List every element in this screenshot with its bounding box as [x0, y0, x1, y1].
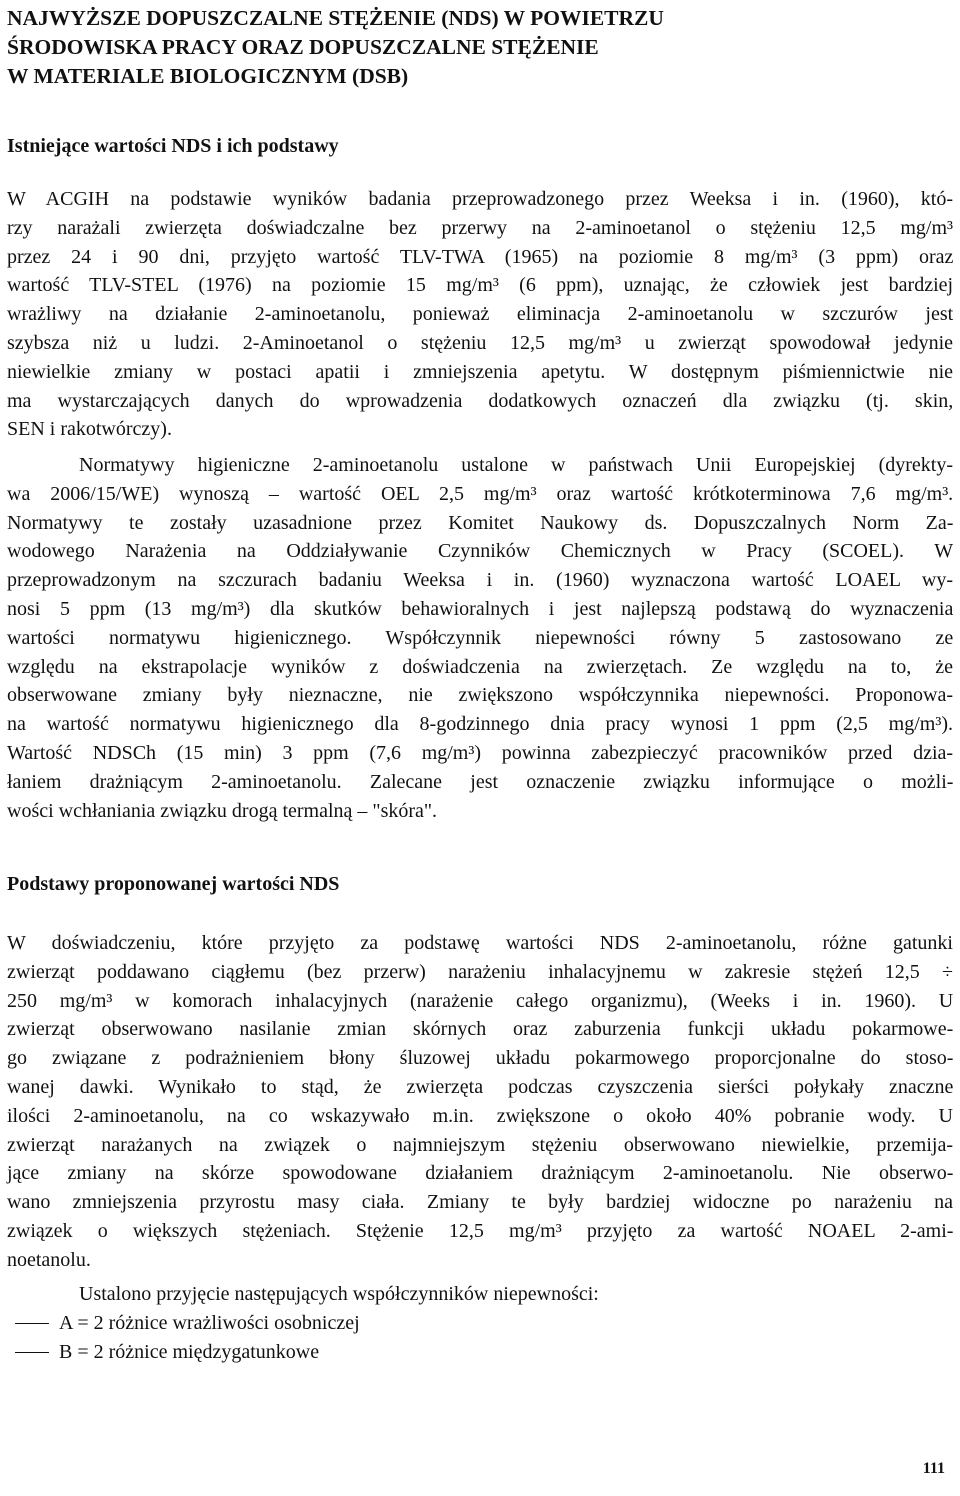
dash-bullet-icon — [15, 1323, 49, 1324]
text-line: Normatywy higieniczne 2-aminoetanolu ustalone w państwach Unii Europejskiej (dyrekty- — [79, 454, 953, 476]
dash-bullet-icon — [15, 1352, 49, 1353]
page-number: 111 — [922, 1460, 945, 1477]
text-line: wodowego Narażenia na Oddziaływanie Czynników Chemicznych w Pracy (SCOEL). W — [7, 540, 954, 563]
section-heading-existing-values: Istniejące wartości NDS i ich podstawy — [7, 135, 339, 157]
text-line: wrażliwy na działanie 2-aminoetanolu, ponieważ eliminacja 2-aminoetanolu w szczurów jest — [7, 303, 954, 326]
text-line: szybsza niż u ludzi. 2-Aminoetanol o stężeniu 12,5 mg/m³ u zwierząt spowodował jedynie — [7, 331, 953, 354]
factor-text: B = 2 różnice międzygatunkowe — [59, 1341, 320, 1363]
text-line: wości wchłaniania związku drogą termalną – "skóra". — [7, 799, 438, 822]
text-line: względu na ekstrapolacje wyników z doświadczenia na zwierzętach. Ze względu na to, że — [7, 655, 953, 678]
text-line: na wartość normatywu higienicznego dla 8-godzinnego dnia pracy wynosi 1 ppm (2,5 mg/m³). — [7, 713, 953, 736]
text-line: niewielkie zmiany w postaci apatii i zmniejszenia apetytu. W dostępnym piśmiennictwie nie — [7, 360, 954, 383]
text-line: go związane z podrażnieniem błony śluzowej układu pokarmowego proporcjonalne do stoso- — [7, 1047, 954, 1070]
section-heading-basis: Podstawy proponowanej wartości NDS — [7, 873, 340, 895]
uncertainty-factors — [7, 1280, 953, 1367]
text-line: W doświadczeniu, które przyjęto za podstawę wartości NDS 2-aminoetanolu, różne gatunki — [7, 932, 953, 954]
factor-item — [7, 1309, 953, 1338]
text-line: wa 2006/15/WE) wynoszą – wartość OEL 2,5 mg/m³ oraz wartość krótkoterminowa 7,6 mg/m³. — [7, 482, 954, 505]
title-line: W MATERIALE BIOLOGICZNYM (DSB) — [7, 64, 409, 88]
text-line: Wartość NDSCh (15 min) 3 ppm (7,6 mg/m³) powinna zabezpieczyć pracowników przed dzia- — [7, 741, 954, 764]
text-line: noetanolu. — [7, 1248, 91, 1271]
text-line: W ACGIH na podstawie wyników badania przeprowadzonego przez Weeksa i in. (1960), któ- — [7, 188, 953, 210]
paragraph-experiment — [7, 929, 953, 1275]
title-line: ŚRODOWISKA PRACY ORAZ DOPUSZCZALNE STĘŻENIE — [7, 35, 599, 59]
text-line: nosi 5 ppm (13 mg/m³) dla skutków behawioralnych i jest najlepszą podstawą do wyznaczenia — [7, 597, 954, 620]
text-line: jące zmiany na skórze spowodowane działaniem drażniącym 2-aminoetanolu. Nie obserwo- — [7, 1162, 954, 1185]
text-line: zwierząt poddawano ciągłemu (bez przerw) narażeniu inhalacyjnemu w zakresie stężeń 12,5 ÷ — [7, 960, 953, 983]
text-line: obserwowane zmiany były nieznaczne, nie zwiększono współczynnika niepewności. Proponowa- — [7, 684, 953, 707]
factor-text: A = 2 różnice wrażliwości osobniczej — [59, 1312, 360, 1334]
text-line: SEN i rakotwórczy). — [7, 418, 172, 441]
text-line: związek o większych stężeniach. Stężenie 12,5 mg/m³ przyjęto za wartość NOAEL 2-ami- — [7, 1219, 954, 1242]
uncertainty-intro: Ustalono przyjęcie następujących współczynników niepewności: — [79, 1283, 599, 1305]
title-line: NAJWYŻSZE DOPUSZCZALNE STĘŻENIE (NDS) W POWIETRZU — [7, 6, 664, 30]
text-line: przez 24 i 90 dni, przyjęto wartość TLV-TWA (1965) na poziomie 8 mg/m³ (3 ppm) oraz — [7, 245, 954, 268]
text-line: zwierząt narażanych na związek o najmniejszym stężeniu obserwowano niewielkie, przemija- — [7, 1133, 953, 1156]
text-line: łaniem drażniącym 2-aminoetanolu. Zalecane jest oznaczenie związku informujące o możli- — [7, 770, 954, 793]
text-line: wanej dawki. Wynikało to stąd, że zwierzęta podczas czyszczenia sierści połykały znaczne — [7, 1075, 954, 1098]
text-line: zwierząt obserwowano nasilanie zmian skórnych oraz zaburzenia funkcji układu pokarmowe- — [7, 1018, 954, 1041]
text-line: rzy narażali zwierzęta doświadczalne bez przerwy na 2-aminoetanol o stężeniu 12,5 mg/m³ — [7, 216, 954, 239]
text-line: ma wystarczających danych do wprowadzenia dodatkowych oznaczeń dla związku (tj. skin, — [7, 389, 954, 412]
text-line: wartości normatywu higienicznego. Współczynnik niepewności równy 5 zastosowano ze — [7, 626, 954, 649]
text-line: wano zmniejszenia przyrostu masy ciała. Zmiany te były bardziej widoczne po narażeniu na — [7, 1191, 954, 1214]
factor-item — [7, 1338, 953, 1367]
text-line: ilości 2-aminoetanolu, na co wskazywało m.in. zwiększone o około 40% pobranie wody. U — [7, 1104, 953, 1127]
text-line: wartość TLV-STEL (1976) na poziomie 15 mg/m³ (6 ppm), uznając, że człowiek jest bardziej — [7, 274, 954, 297]
text-line: przeprowadzonym na szczurach badaniu Weeksa i in. (1960) wyznaczona wartość LOAEL wy- — [7, 569, 953, 592]
paragraph-acgih — [7, 185, 953, 444]
paragraph-eu-standards — [7, 451, 953, 825]
text-line: Normatywy te zostały uzasadnione przez Komitet Naukowy ds. Dopuszczalnych Norm Za- — [7, 511, 954, 534]
page-title — [7, 4, 907, 91]
text-line: 250 mg/m³ w komorach inhalacyjnych (narażenie całego organizmu), (Weeks i in. 1960). U — [7, 989, 954, 1012]
